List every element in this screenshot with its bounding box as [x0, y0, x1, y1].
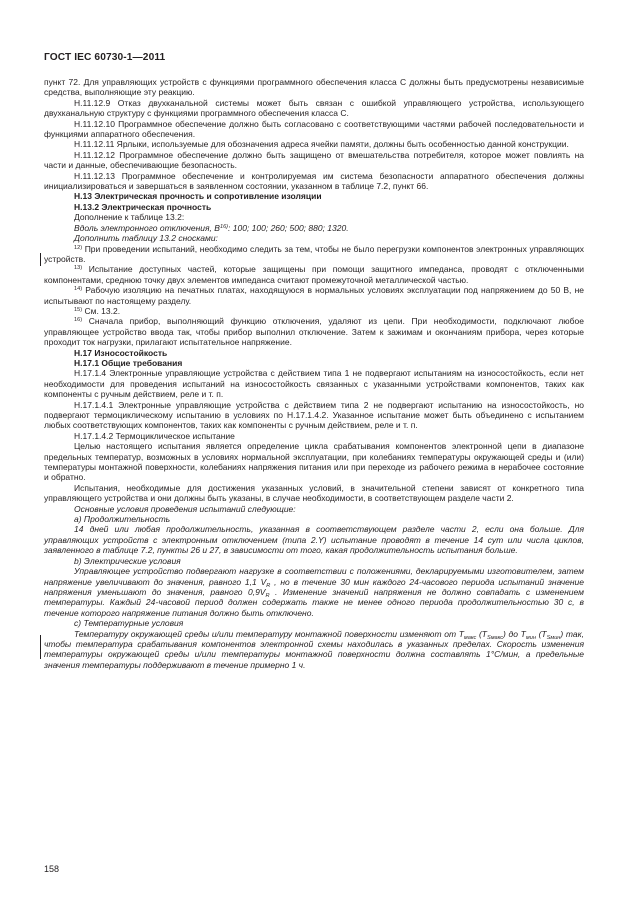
footnote-text: Испытание доступных частей, которые защищены при помощи защитного импеданса, проводят с отключенными компонентами, среднюю точку двух элементов импеданса считают промежуточной металлической частью.: [44, 264, 584, 285]
row-values: : 100; 100; 260; 500; 880; 1320.: [228, 222, 349, 233]
condition-b-text: [44, 566, 584, 618]
footnote-number: 16): [74, 317, 83, 324]
change-bar: [40, 635, 41, 659]
section-heading-h13: Н.13 Электрическая прочность и сопротивление изоляции: [74, 191, 322, 202]
section-heading-h17-1: Н.17.1 Общие требования: [74, 357, 183, 368]
section-heading-h17: Н.17 Износостойкость: [74, 347, 168, 358]
subscript: Sмин: [546, 634, 561, 641]
footnote-text: При проведении испытаний, необходимо следить за тем, чтобы не было перегрузки компонентов электронных управляющих устройств.: [44, 243, 584, 264]
footnote-number: 15): [74, 306, 83, 313]
condition-c-heading: c) Температурные условия: [74, 618, 184, 629]
standard-header: ГОСТ IEC 60730-1—2011: [44, 52, 166, 63]
table-row-addition: [44, 223, 584, 233]
condition-b-heading: b) Электрические условия: [74, 555, 181, 566]
change-bar: [40, 253, 41, 266]
footnote-ref: 16): [219, 223, 229, 230]
clause-h11-12-11: Н.11.12.11 Ярлыки, используемые для обозначения адреса ячейки памяти, должны быть особенностью данной конструкции.: [74, 139, 569, 150]
clause-h11-12-12: Н.11.12.12 Программное обеспечение должно быть защищено от вмешательства потребителя, которое может повлиять на части и данные, обеспечивающие безопасность.: [44, 149, 584, 171]
text-run: Температуру окружающей среды и/или температуру монтажной поверхности изменяют от T: [74, 628, 464, 639]
clause-h11-12-10: Н.11.12.10 Программное обеспечение должно быть согласовано с соответствующими частями рабочей последовательности и функциями аппаратного обеспечения.: [44, 118, 584, 140]
footnote-text: См. 13.2.: [82, 305, 121, 316]
subscript: Sмакс: [486, 634, 504, 641]
paragraph: Испытания, необходимые для достижения указанных условий, в значительной степени зависят от конкретного типа управляющего устройства и они должны быть указаны, в случае необходимости, в соответствующем разделе части 2.: [44, 482, 584, 504]
condition-c-text: [44, 629, 584, 671]
text-run: ) так, чтобы температура срабатывания компонентов электронной схемы находилась в указанных пределах. Скорость изменения температуры окружающей среды и/или температуры монтажной поверхности должна составлять 1°С/мин, а предельные значения температуры поддерживают в течение примерно 1 ч.: [44, 628, 585, 670]
footnote-16: [44, 316, 584, 347]
subscript: макс: [463, 634, 477, 641]
paragraph: Целью настоящего испытания является определение цикла срабатывания компонентов электронной цепи в диапазоне предельных температур, возможных в условиях нормальной эксплуатации, при колебаниях температуры окружающей среды и (или) температуры монтажной поверхности, колебаниях напряжения питания или при переходе из рабочего режима в нерабочее состояние и обратно.: [44, 441, 584, 483]
condition-a-text: 14 дней или любая продолжительность, указанная в соответствующем разделе части 2, если она больше. Для управляющих устройств с электронным отключением (типа 2.Y) испытание проводят в течение 14 сут или числа циклов, заявленного в таблице 7.2, пункты 26 и 27, в зависимости от того, какая продолжительность испытания больше.: [44, 524, 584, 556]
row-text: Вдоль электронного отключения, В: [74, 222, 220, 233]
footnote-number: 13): [74, 265, 83, 272]
footnote-14: [44, 285, 584, 306]
clause-h17-1-4-2: Н.17.1.4.2 Термоциклическое испытание: [74, 430, 235, 441]
clause-h17-1-4-1: Н.17.1.4.1 Электронные управляющие устройства с действием типа 2 не подвергают испытанию на износостойкость, но подвергают термоциклическому испытанию в условиях по Н.17.1.4.2. Указанное испытание может быть объединено с испытанием любых соответствующих компонентов, таких как компоненты с ручным действием, реле и т. п.: [44, 399, 584, 431]
footnote-12: [44, 244, 584, 265]
test-conditions-intro: Основные условия проведения испытаний следующие:: [74, 503, 296, 514]
text-run: . Изменение значений напряжения не должно совпадать с изменением температуры. Каждый 24-часовой период должен содержать также не менее одного периода продолжительностью 30 с, в течение которого напряжение питания должно быть отключено.: [44, 586, 584, 618]
clause-h11-12-13: Н.11.12.13 Программное обеспечение и контролируемая им система безопасности аппаратного обеспечения должны инициализироваться и завершаться в заявленном состоянии, указанном в таблице 7.2, пункт 66.: [44, 170, 584, 192]
clause-h17-1-4: Н.17.1.4 Электронные управляющие устройства с действием типа 1 не подвергают испытаниям на износостойкость, если нет необходимости для проведения испытаний на износостойкость связанных с указанными устройствами компонентов, таких как компоненты с ручным действием, реле и т. п.: [44, 368, 584, 400]
condition-a-heading: a) Продолжительность: [74, 514, 171, 525]
subscript: R: [266, 582, 271, 589]
text-run: , но в течение 30 мин каждого 24-часового периода испытаний значение напряжения уменьшают до значения, равного 0,9V: [44, 576, 584, 597]
subscript: мин: [525, 634, 536, 641]
footnote-text: Рабочую изоляцию на печатных платах, находящуюся в нормальных условиях эксплуатации под напряжением до 50 В, не испытывают по настоящему разделу.: [44, 285, 584, 306]
footnotes-intro: Дополнить таблицу 13.2 сносками:: [74, 233, 218, 244]
subscript: R: [265, 592, 270, 599]
section-heading-h13-2: Н.13.2 Электрическая прочность: [74, 201, 212, 212]
document-body: [44, 77, 584, 670]
footnote-15: [44, 306, 584, 316]
text-run: Управляющее устройство подвергают нагрузке в соответствии с положениями, декларируемыми изготовителем, затем напряжение увеличивают до значения, равного 1,1 V: [44, 566, 584, 587]
clause-h11-12-9: Н.11.12.9 Отказ двухканальной системы может быть связан с ошибкой управляющего устройства, использующего двухканальную структуру с функциями программного обеспечения класса С.: [44, 97, 584, 119]
text-run: (T: [535, 628, 547, 639]
paragraph: пункт 72. Для управляющих устройств с функциями программного обеспечения класса С должны быть предусмотрены независимые средства, выполняющие эту реакцию.: [44, 77, 584, 98]
footnote-number: 14): [74, 286, 83, 293]
footnote-number: 12): [74, 244, 83, 251]
page-number: 158: [44, 864, 60, 874]
text-run: ) до T: [503, 628, 526, 639]
text-run: (T: [476, 628, 487, 639]
footnote-13: [44, 264, 584, 285]
footnote-text: Сначала прибор, выполняющий функцию отключения, удаляют из цепи. При необходимости, подключают любое управляющее устройство ввода так, чтобы прибор выполнил отключение. Затем к зажимам и окончаниям прибора, через которые проходит ток нагрузки, прилагают испытательное напряжение.: [44, 316, 584, 348]
table-addition-note: Дополнение к таблице 13.2:: [74, 212, 185, 223]
